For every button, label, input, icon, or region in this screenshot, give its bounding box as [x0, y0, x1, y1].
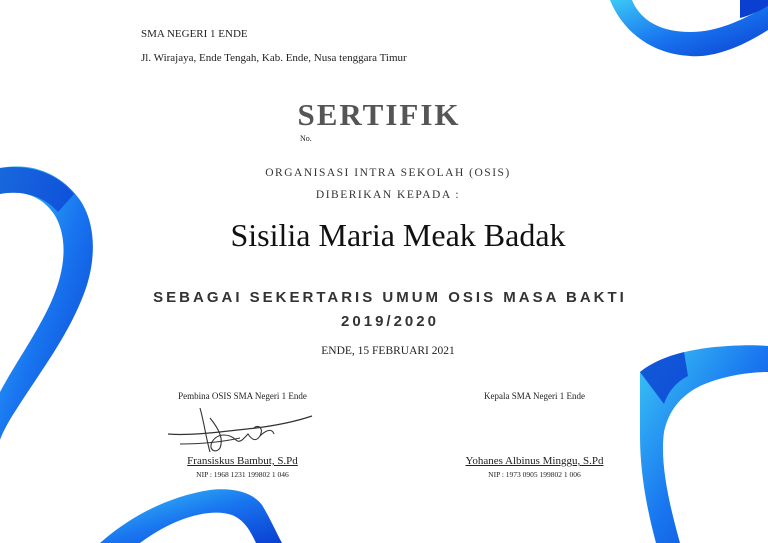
left-signatory-nip: NIP : 1968 1231 199802 1 046	[196, 470, 289, 479]
school-name: SMA NEGERI 1 ENDE	[141, 28, 248, 40]
handwritten-signature	[160, 398, 320, 460]
recipient-name: Sisilia Maria Meak Badak	[230, 217, 566, 253]
certificate-title: SERTIFIK	[297, 97, 461, 132]
right-signatory-name: Yohanes Albinus Minggu, S.Pd	[465, 455, 604, 467]
role-line-2: 2019/2020	[341, 313, 439, 330]
left-signatory-title: Pembina OSIS SMA Negeri 1 Ende	[178, 391, 307, 401]
certificate-number-label: No.	[300, 134, 312, 143]
organization-line: ORGANISASI INTRA SEKOLAH (OSIS)	[265, 167, 511, 179]
school-address: Jl. Wirajaya, Ende Tengah, Kab. Ende, Nusa tenggara Timur	[141, 52, 407, 64]
right-signatory-nip: NIP : 1973 0905 199802 1 006	[488, 470, 581, 479]
role-statement	[0, 286, 768, 334]
right-signatory-title: Kepala SMA Negeri 1 Ende	[484, 391, 585, 401]
issue-date: ENDE, 15 FEBRUARI 2021	[321, 345, 455, 357]
role-line-1: SEBAGAI SEKERTARIS UMUM OSIS MASA BAKTI	[153, 289, 627, 306]
given-to-line: DIBERIKAN KEPADA :	[315, 189, 461, 201]
left-signatory-name: Fransiskus Bambut, S.Pd	[187, 455, 298, 467]
ribbon-bottom-left	[100, 489, 282, 543]
